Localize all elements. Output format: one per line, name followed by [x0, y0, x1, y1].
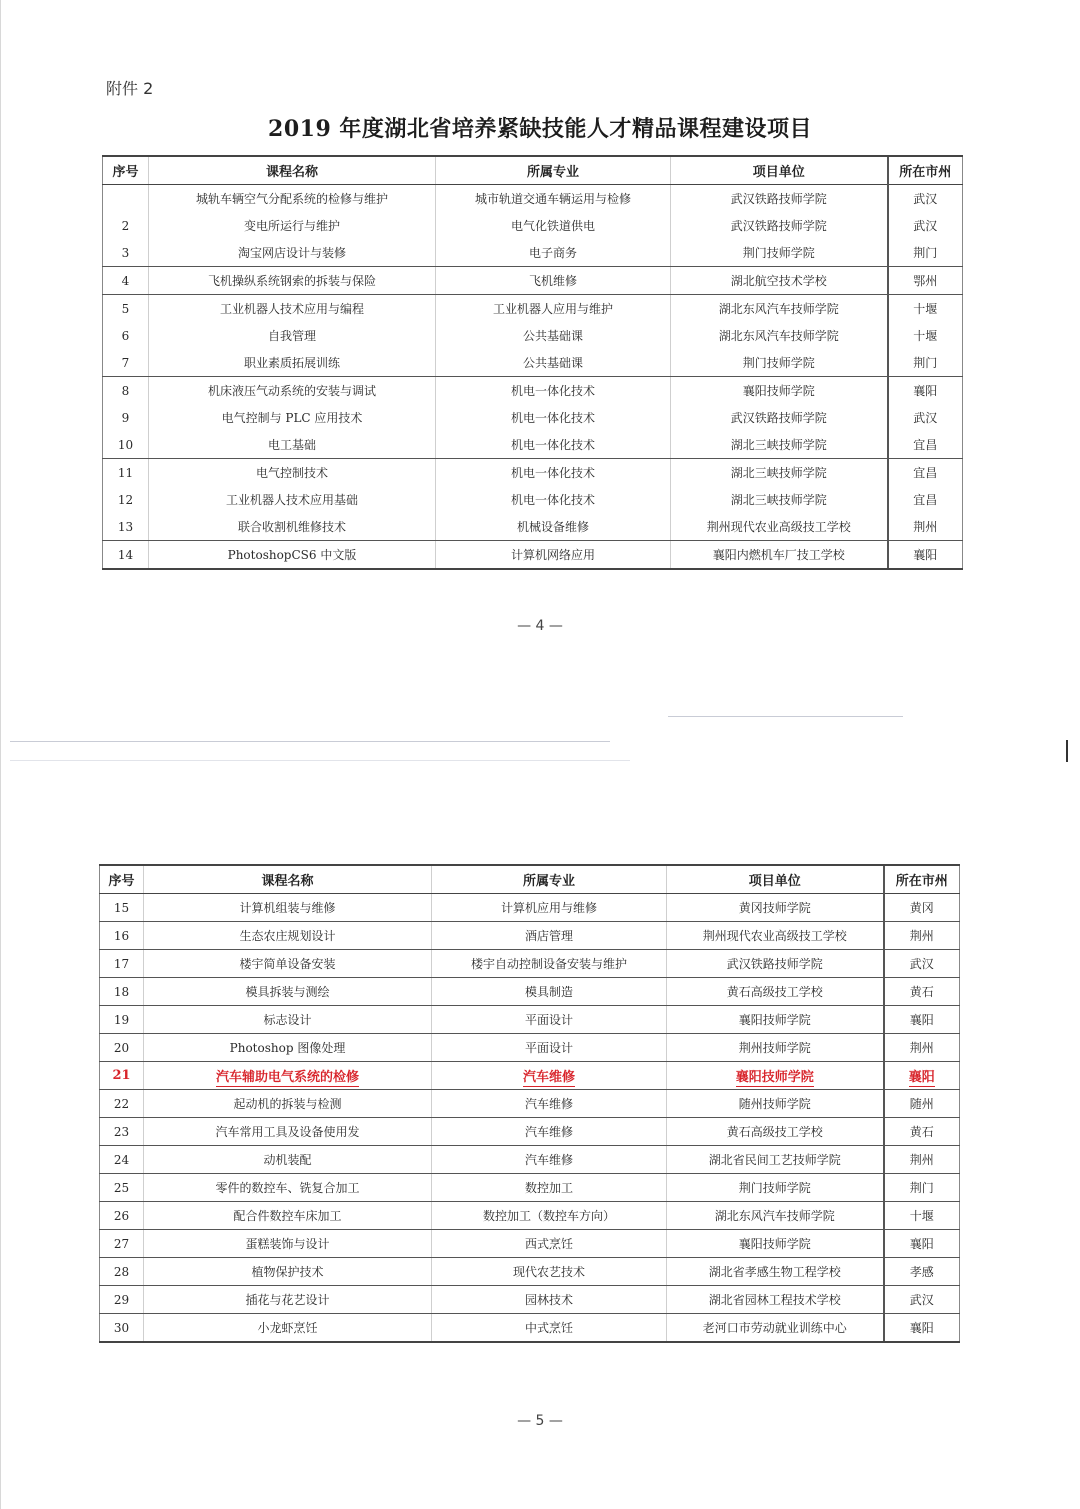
- cell-unit: 随州技师学院: [667, 1090, 884, 1118]
- table-row: [100, 1230, 960, 1258]
- cell-course: PhotoshopCS6 中文版: [149, 541, 436, 570]
- cell-course: 插花与花艺设计: [144, 1286, 432, 1314]
- cell-city: 随州: [884, 1090, 960, 1118]
- cell-course: 机床液压气动系统的安装与调试: [149, 377, 436, 405]
- cell-course: 飞机操纵系统钢索的拆装与保险: [149, 267, 436, 295]
- cell-no: 23: [100, 1118, 144, 1146]
- cell-no: 25: [100, 1174, 144, 1202]
- cell-city: 襄阳: [884, 1230, 960, 1258]
- cell-unit: 荆门技师学院: [671, 239, 888, 267]
- cell-no: 5: [103, 295, 149, 323]
- cell-city: 荆门: [884, 1174, 960, 1202]
- cell-course: 零件的数控车、铣复合加工: [144, 1174, 432, 1202]
- cell-course: 标志设计: [144, 1006, 432, 1034]
- cell-unit: [667, 1062, 884, 1090]
- cell-unit: 湖北东风汽车技师学院: [667, 1202, 884, 1230]
- cell-city: 荆州: [888, 513, 963, 541]
- cell-unit: 荆州技师学院: [667, 1034, 884, 1062]
- table-row: [100, 950, 960, 978]
- header-unit: 项目单位: [667, 865, 884, 894]
- cell-course: 电工基础: [149, 431, 436, 459]
- cell-city: 宜昌: [888, 431, 963, 459]
- table-row: [103, 322, 963, 349]
- table-row: [103, 349, 963, 377]
- cell-unit: 黄石高级技工学校: [667, 1118, 884, 1146]
- table-row: [100, 1006, 960, 1034]
- table-row: [103, 239, 963, 267]
- scan-edge-mark: [1066, 740, 1068, 762]
- table-row: [100, 1174, 960, 1202]
- cell-unit: 襄阳技师学院: [667, 1006, 884, 1034]
- cell-course: 生态农庄规划设计: [144, 922, 432, 950]
- cell-city: 十堰: [884, 1202, 960, 1230]
- cell-major: 机电一体化技术: [436, 377, 671, 405]
- cell-major: 电气化铁道供电: [436, 212, 671, 239]
- cell-city: 武汉: [888, 212, 963, 239]
- cell-major: 数控加工: [432, 1174, 667, 1202]
- cell-city: 宜昌: [888, 459, 963, 487]
- cell-no: 22: [100, 1090, 144, 1118]
- header-city: 所在市州: [884, 865, 960, 894]
- cell-city: 襄阳: [884, 1006, 960, 1034]
- cell-no: 7: [103, 349, 149, 377]
- cell-major: 楼宇自动控制设备安装与维护: [432, 950, 667, 978]
- header-no: 序号: [103, 156, 149, 185]
- cell-major: 平面设计: [432, 1034, 667, 1062]
- document-title: 2019 年度湖北省培养紧缺技能人才精品课程建设项目: [268, 116, 812, 142]
- scan-artifact-line: [668, 716, 903, 717]
- cell-no: 8: [103, 377, 149, 405]
- cell-no: 28: [100, 1258, 144, 1286]
- cell-course: 动机装配: [144, 1146, 432, 1174]
- cell-unit: 荆门技师学院: [671, 349, 888, 377]
- cell-no: 4: [103, 267, 149, 295]
- cell-city: 荆州: [884, 1034, 960, 1062]
- page-number: — 4 —: [517, 618, 563, 634]
- cell-no: 19: [100, 1006, 144, 1034]
- cell-no: 14: [103, 541, 149, 570]
- cell-major: 机械设备维修: [436, 513, 671, 541]
- cell-major: 公共基础课: [436, 349, 671, 377]
- cell-major: 汽车维修: [432, 1146, 667, 1174]
- cell-major: 机电一体化技术: [436, 431, 671, 459]
- cell-city: 鄂州: [888, 267, 963, 295]
- cell-course: Photoshop 图像处理: [144, 1034, 432, 1062]
- cell-course: 蛋糕装饰与设计: [144, 1230, 432, 1258]
- scan-artifact-line: [10, 760, 630, 761]
- cell-city: 襄阳: [888, 377, 963, 405]
- cell-major: 机电一体化技术: [436, 486, 671, 513]
- cell-major: 汽车维修: [432, 1118, 667, 1146]
- table-row: [100, 978, 960, 1006]
- cell-no: 12: [103, 486, 149, 513]
- cell-unit: 武汉铁路技师学院: [671, 185, 888, 213]
- table-row: [100, 1118, 960, 1146]
- cell-major: 公共基础课: [436, 322, 671, 349]
- table-row: [100, 894, 960, 922]
- attachment-label: 附件 2: [106, 79, 154, 98]
- table-header: [103, 156, 963, 185]
- cell-course: 工业机器人技术应用与编程: [149, 295, 436, 323]
- cell-course: 楼宇简单设备安装: [144, 950, 432, 978]
- cell-city: 黄冈: [884, 894, 960, 922]
- cell-no: 26: [100, 1202, 144, 1230]
- cell-unit: 武汉铁路技师学院: [671, 212, 888, 239]
- cell-unit: 襄阳技师学院: [671, 377, 888, 405]
- cell-city: [884, 1062, 960, 1090]
- cell-city: 孝感: [884, 1258, 960, 1286]
- table-row: [100, 922, 960, 950]
- cell-major: 平面设计: [432, 1006, 667, 1034]
- cell-unit: 襄阳技师学院: [667, 1230, 884, 1258]
- cell-city: 武汉: [884, 950, 960, 978]
- cell-no: 9: [103, 404, 149, 431]
- cell-major: 现代农艺技术: [432, 1258, 667, 1286]
- cell-major: 汽车维修: [432, 1090, 667, 1118]
- cell-no: 17: [100, 950, 144, 978]
- cell-course: [144, 1062, 432, 1090]
- cell-no: 10: [103, 431, 149, 459]
- header-unit: 项目单位: [671, 156, 888, 185]
- table-row: [103, 513, 963, 541]
- cell-city: 十堰: [888, 322, 963, 349]
- cell-no: 21: [100, 1062, 144, 1090]
- cell-city: 荆州: [884, 1146, 960, 1174]
- cell-no: 15: [100, 894, 144, 922]
- cell-major: 工业机器人应用与维护: [436, 295, 671, 323]
- cell-city: 黄石: [884, 978, 960, 1006]
- cell-course: 工业机器人技术应用基础: [149, 486, 436, 513]
- cell-major: 计算机网络应用: [436, 541, 671, 570]
- header-course: 课程名称: [149, 156, 436, 185]
- table-row: [103, 185, 963, 213]
- table-row: [100, 1202, 960, 1230]
- cell-unit: 湖北省民间工艺技师学院: [667, 1146, 884, 1174]
- cell-major: 飞机维修: [436, 267, 671, 295]
- cell-major: 模具制造: [432, 978, 667, 1006]
- cell-course: 自我管理: [149, 322, 436, 349]
- cell-no: 6: [103, 322, 149, 349]
- page-number: — 5 —: [517, 1413, 563, 1429]
- table-row: [100, 1146, 960, 1174]
- cell-course: 模具拆装与测绘: [144, 978, 432, 1006]
- header-course: 课程名称: [144, 865, 432, 894]
- cell-unit: 湖北三峡技师学院: [671, 459, 888, 487]
- cell-no: 20: [100, 1034, 144, 1062]
- cell-course: 联合收割机维修技术: [149, 513, 436, 541]
- table-row: [100, 1258, 960, 1286]
- cell-no: 27: [100, 1230, 144, 1258]
- table-row: [103, 486, 963, 513]
- cell-city: 荆门: [888, 239, 963, 267]
- table-row: [103, 295, 963, 323]
- cell-course: 电气控制与 PLC 应用技术: [149, 404, 436, 431]
- cell-unit: 湖北三峡技师学院: [671, 431, 888, 459]
- cell-course: 电气控制技术: [149, 459, 436, 487]
- cell-major: 机电一体化技术: [436, 404, 671, 431]
- course-table-page-4: [102, 155, 963, 570]
- cell-unit: 黄冈技师学院: [667, 894, 884, 922]
- cell-city: 荆州: [884, 922, 960, 950]
- cell-unit: 荆州现代农业高级技工学校: [671, 513, 888, 541]
- table-row: [100, 1286, 960, 1314]
- cell-major: 园林技术: [432, 1286, 667, 1314]
- course-table-page-5: [99, 864, 960, 1343]
- cell-major: 城市轨道交通车辆运用与检修: [436, 185, 671, 213]
- cell-city: 武汉: [888, 185, 963, 213]
- cell-major: 西式烹饪: [432, 1230, 667, 1258]
- cell-city: 宜昌: [888, 486, 963, 513]
- cell-unit-text: 襄阳技师学院: [735, 1070, 814, 1085]
- cell-city: 黄石: [884, 1118, 960, 1146]
- cell-unit: 荆州现代农业高级技工学校: [667, 922, 884, 950]
- header-city: 所在市州: [888, 156, 963, 185]
- cell-no: 16: [100, 922, 144, 950]
- cell-unit: 湖北三峡技师学院: [671, 486, 888, 513]
- cell-no: [103, 185, 149, 213]
- cell-major: 酒店管理: [432, 922, 667, 950]
- cell-no: 13: [103, 513, 149, 541]
- cell-unit: 武汉铁路技师学院: [667, 950, 884, 978]
- scan-artifact-line: [10, 741, 610, 742]
- cell-major: 数控加工（数控车方向）: [432, 1202, 667, 1230]
- cell-unit: 湖北东风汽车技师学院: [671, 295, 888, 323]
- header-no: 序号: [100, 865, 144, 894]
- cell-major: 中式烹饪: [432, 1314, 667, 1343]
- cell-city: 荆门: [888, 349, 963, 377]
- cell-course: 小龙虾烹饪: [144, 1314, 432, 1343]
- cell-no: 24: [100, 1146, 144, 1174]
- cell-course: 计算机组装与维修: [144, 894, 432, 922]
- cell-city: 武汉: [884, 1286, 960, 1314]
- cell-unit: 湖北省园林工程技术学校: [667, 1286, 884, 1314]
- cell-course: 变电所运行与维护: [149, 212, 436, 239]
- cell-unit: 湖北东风汽车技师学院: [671, 322, 888, 349]
- table-header: [100, 865, 960, 894]
- cell-no: 29: [100, 1286, 144, 1314]
- cell-no: 2: [103, 212, 149, 239]
- cell-city: 武汉: [888, 404, 963, 431]
- cell-no: 18: [100, 978, 144, 1006]
- table-row: [103, 212, 963, 239]
- table-row: [103, 459, 963, 487]
- cell-course-text: 汽车辅助电气系统的检修: [215, 1070, 359, 1085]
- cell-unit: 襄阳内燃机车厂技工学校: [671, 541, 888, 570]
- cell-no: 30: [100, 1314, 144, 1343]
- cell-major: [432, 1062, 667, 1090]
- cell-course: 城轨车辆空气分配系统的检修与维护: [149, 185, 436, 213]
- header-major: 所属专业: [436, 156, 671, 185]
- cell-course: 配合件数控车床加工: [144, 1202, 432, 1230]
- cell-no: 3: [103, 239, 149, 267]
- cell-major: 机电一体化技术: [436, 459, 671, 487]
- cell-city-text: 襄阳: [908, 1070, 935, 1085]
- table-row: [100, 1090, 960, 1118]
- cell-unit: 荆门技师学院: [667, 1174, 884, 1202]
- cell-course: 汽车常用工具及设备使用发: [144, 1118, 432, 1146]
- cell-city: 十堰: [888, 295, 963, 323]
- cell-course: 职业素质拓展训练: [149, 349, 436, 377]
- cell-unit: 湖北航空技术学校: [671, 267, 888, 295]
- cell-no: 11: [103, 459, 149, 487]
- cell-major-text: 汽车维修: [522, 1070, 575, 1085]
- cell-unit: 武汉铁路技师学院: [671, 404, 888, 431]
- header-major: 所属专业: [432, 865, 667, 894]
- table-row: [103, 541, 963, 570]
- table-row: [100, 1062, 960, 1090]
- cell-course: 起动机的拆装与检测: [144, 1090, 432, 1118]
- cell-course: 淘宝网店设计与装修: [149, 239, 436, 267]
- table-row: [100, 1314, 960, 1343]
- table-row: [103, 267, 963, 295]
- cell-unit: 黄石高级技工学校: [667, 978, 884, 1006]
- cell-major: 电子商务: [436, 239, 671, 267]
- cell-unit: 老河口市劳动就业训练中心: [667, 1314, 884, 1343]
- table-row: [103, 431, 963, 459]
- cell-city: 襄阳: [888, 541, 963, 570]
- cell-major: 计算机应用与维修: [432, 894, 667, 922]
- table-row: [103, 404, 963, 431]
- table-row: [103, 377, 963, 405]
- cell-course: 植物保护技术: [144, 1258, 432, 1286]
- cell-city: 襄阳: [884, 1314, 960, 1343]
- cell-unit: 湖北省孝感生物工程学校: [667, 1258, 884, 1286]
- table-row: [100, 1034, 960, 1062]
